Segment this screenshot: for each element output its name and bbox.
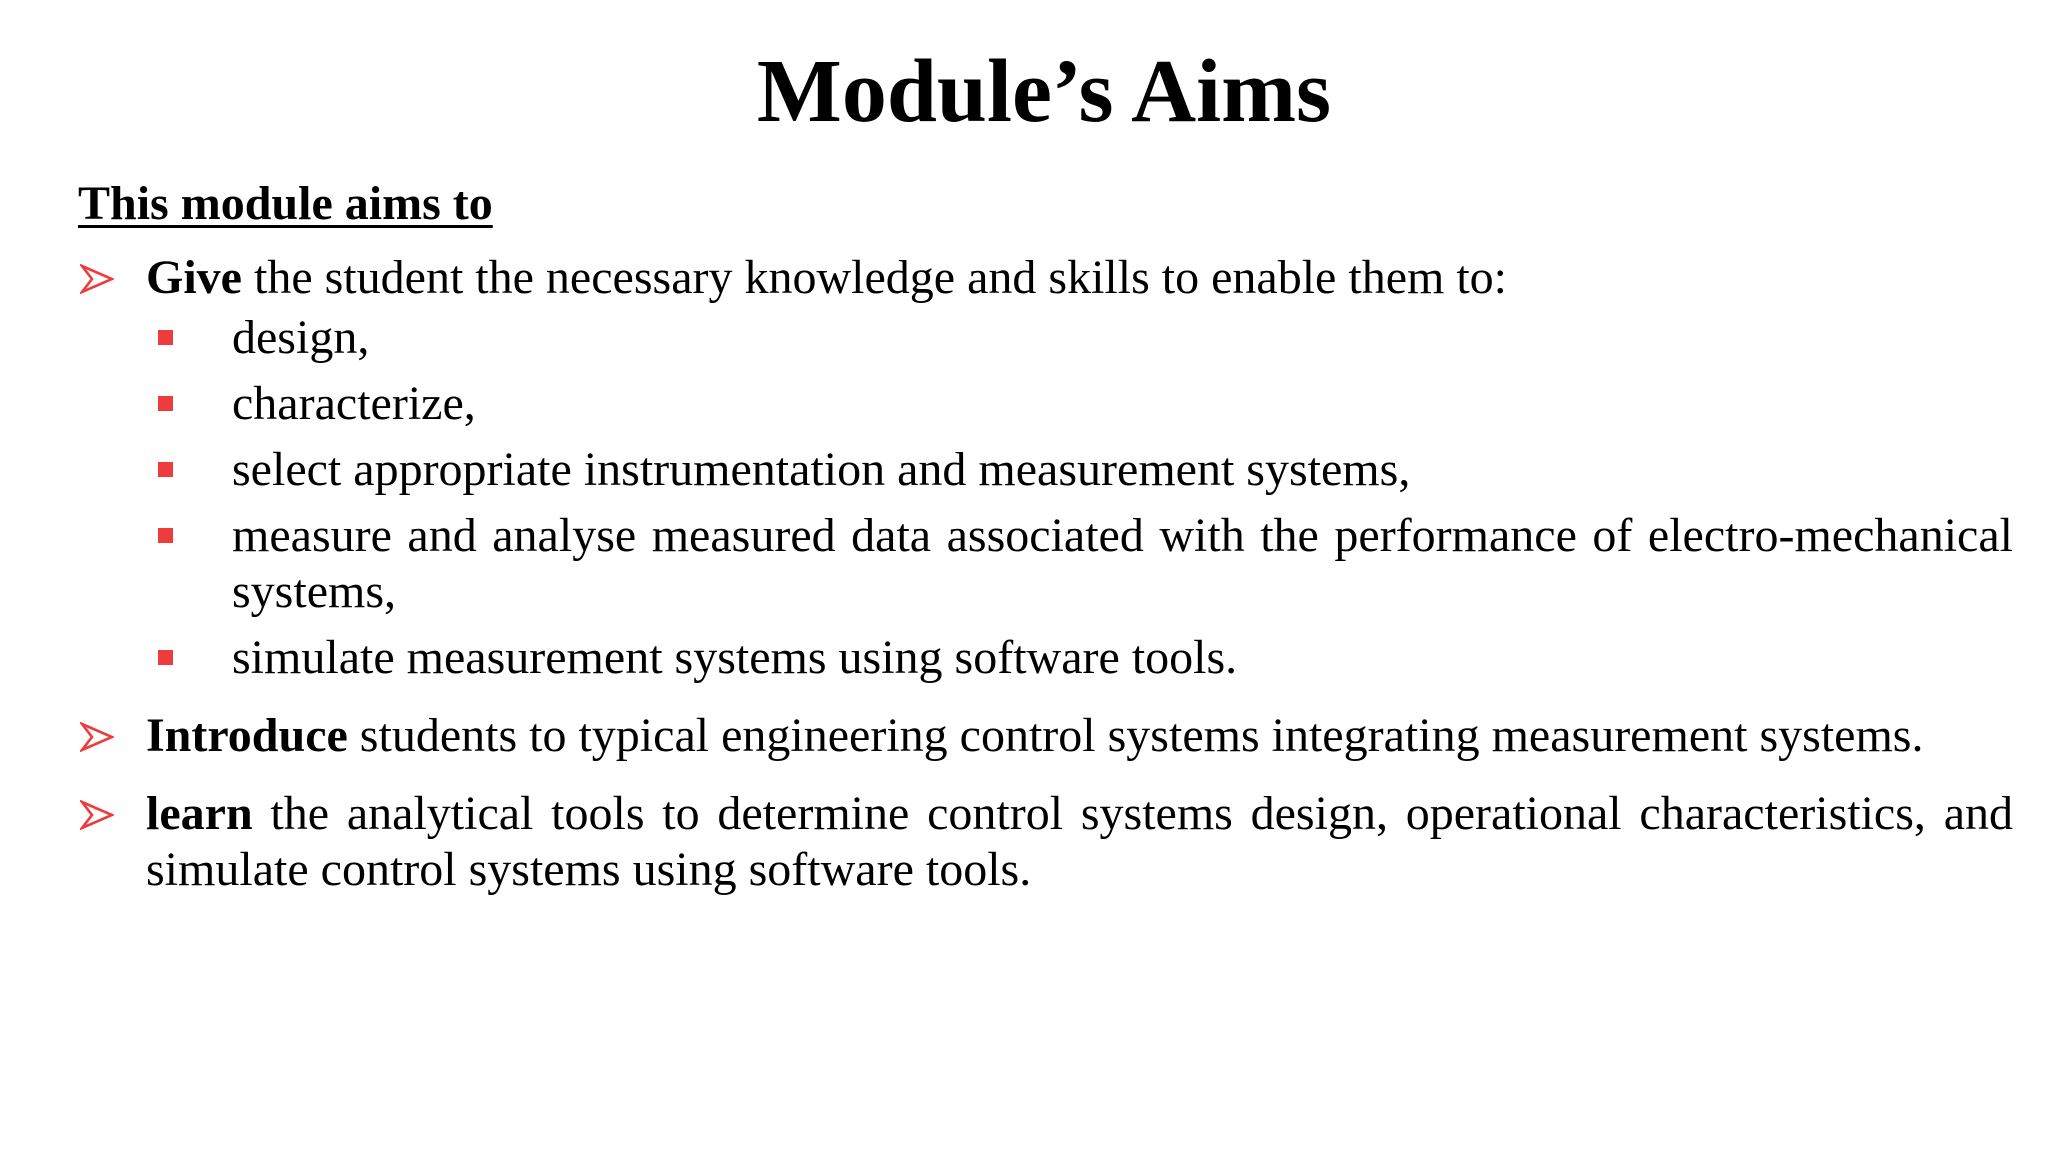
aim-item-introduce [78, 708, 2013, 764]
aim-verb: learn [146, 787, 253, 840]
square-bullet-icon [158, 462, 173, 477]
list-item-text: characterize, [232, 377, 476, 430]
aim-verb: Give [146, 251, 242, 304]
slide-title: Module’s Aims [756, 42, 1332, 141]
arrow-bullet-icon [80, 264, 114, 294]
list-item-text: simulate measurement systems using software tools. [232, 631, 1238, 684]
sub-list [146, 310, 2013, 686]
aim-item-give [78, 250, 2013, 686]
list-item-text: design, [232, 311, 370, 364]
aim-text: the student the necessary knowledge and skills to enable them to: [241, 251, 1507, 304]
aim-item-learn [78, 786, 2013, 898]
arrow-bullet-icon [80, 722, 114, 752]
aim-verb: Introduce [146, 709, 348, 762]
list-item [156, 630, 2013, 686]
list-item [156, 376, 2013, 432]
list-item [156, 310, 2013, 366]
aim-text: the analytical tools to determine control systems design, operational characteristics, and simulate control systems using software tools. [146, 787, 2013, 896]
arrow-bullet-icon [80, 800, 114, 830]
list-item-text: select appropriate instrumentation and measurement systems, [232, 443, 1411, 496]
square-bullet-icon [158, 650, 173, 665]
square-bullet-icon [158, 396, 173, 411]
aims-list [78, 250, 2013, 920]
square-bullet-icon [158, 330, 173, 345]
section-subheading: This module aims to [78, 177, 493, 230]
square-bullet-icon [158, 528, 173, 543]
list-item [156, 442, 2013, 498]
aim-text: students to typical engineering control systems integrating measurement systems. [347, 709, 1924, 762]
list-item-text: measure and analyse measured data associated with the performance of electro-mechanical systems, [232, 509, 2013, 618]
list-item [156, 508, 2013, 620]
